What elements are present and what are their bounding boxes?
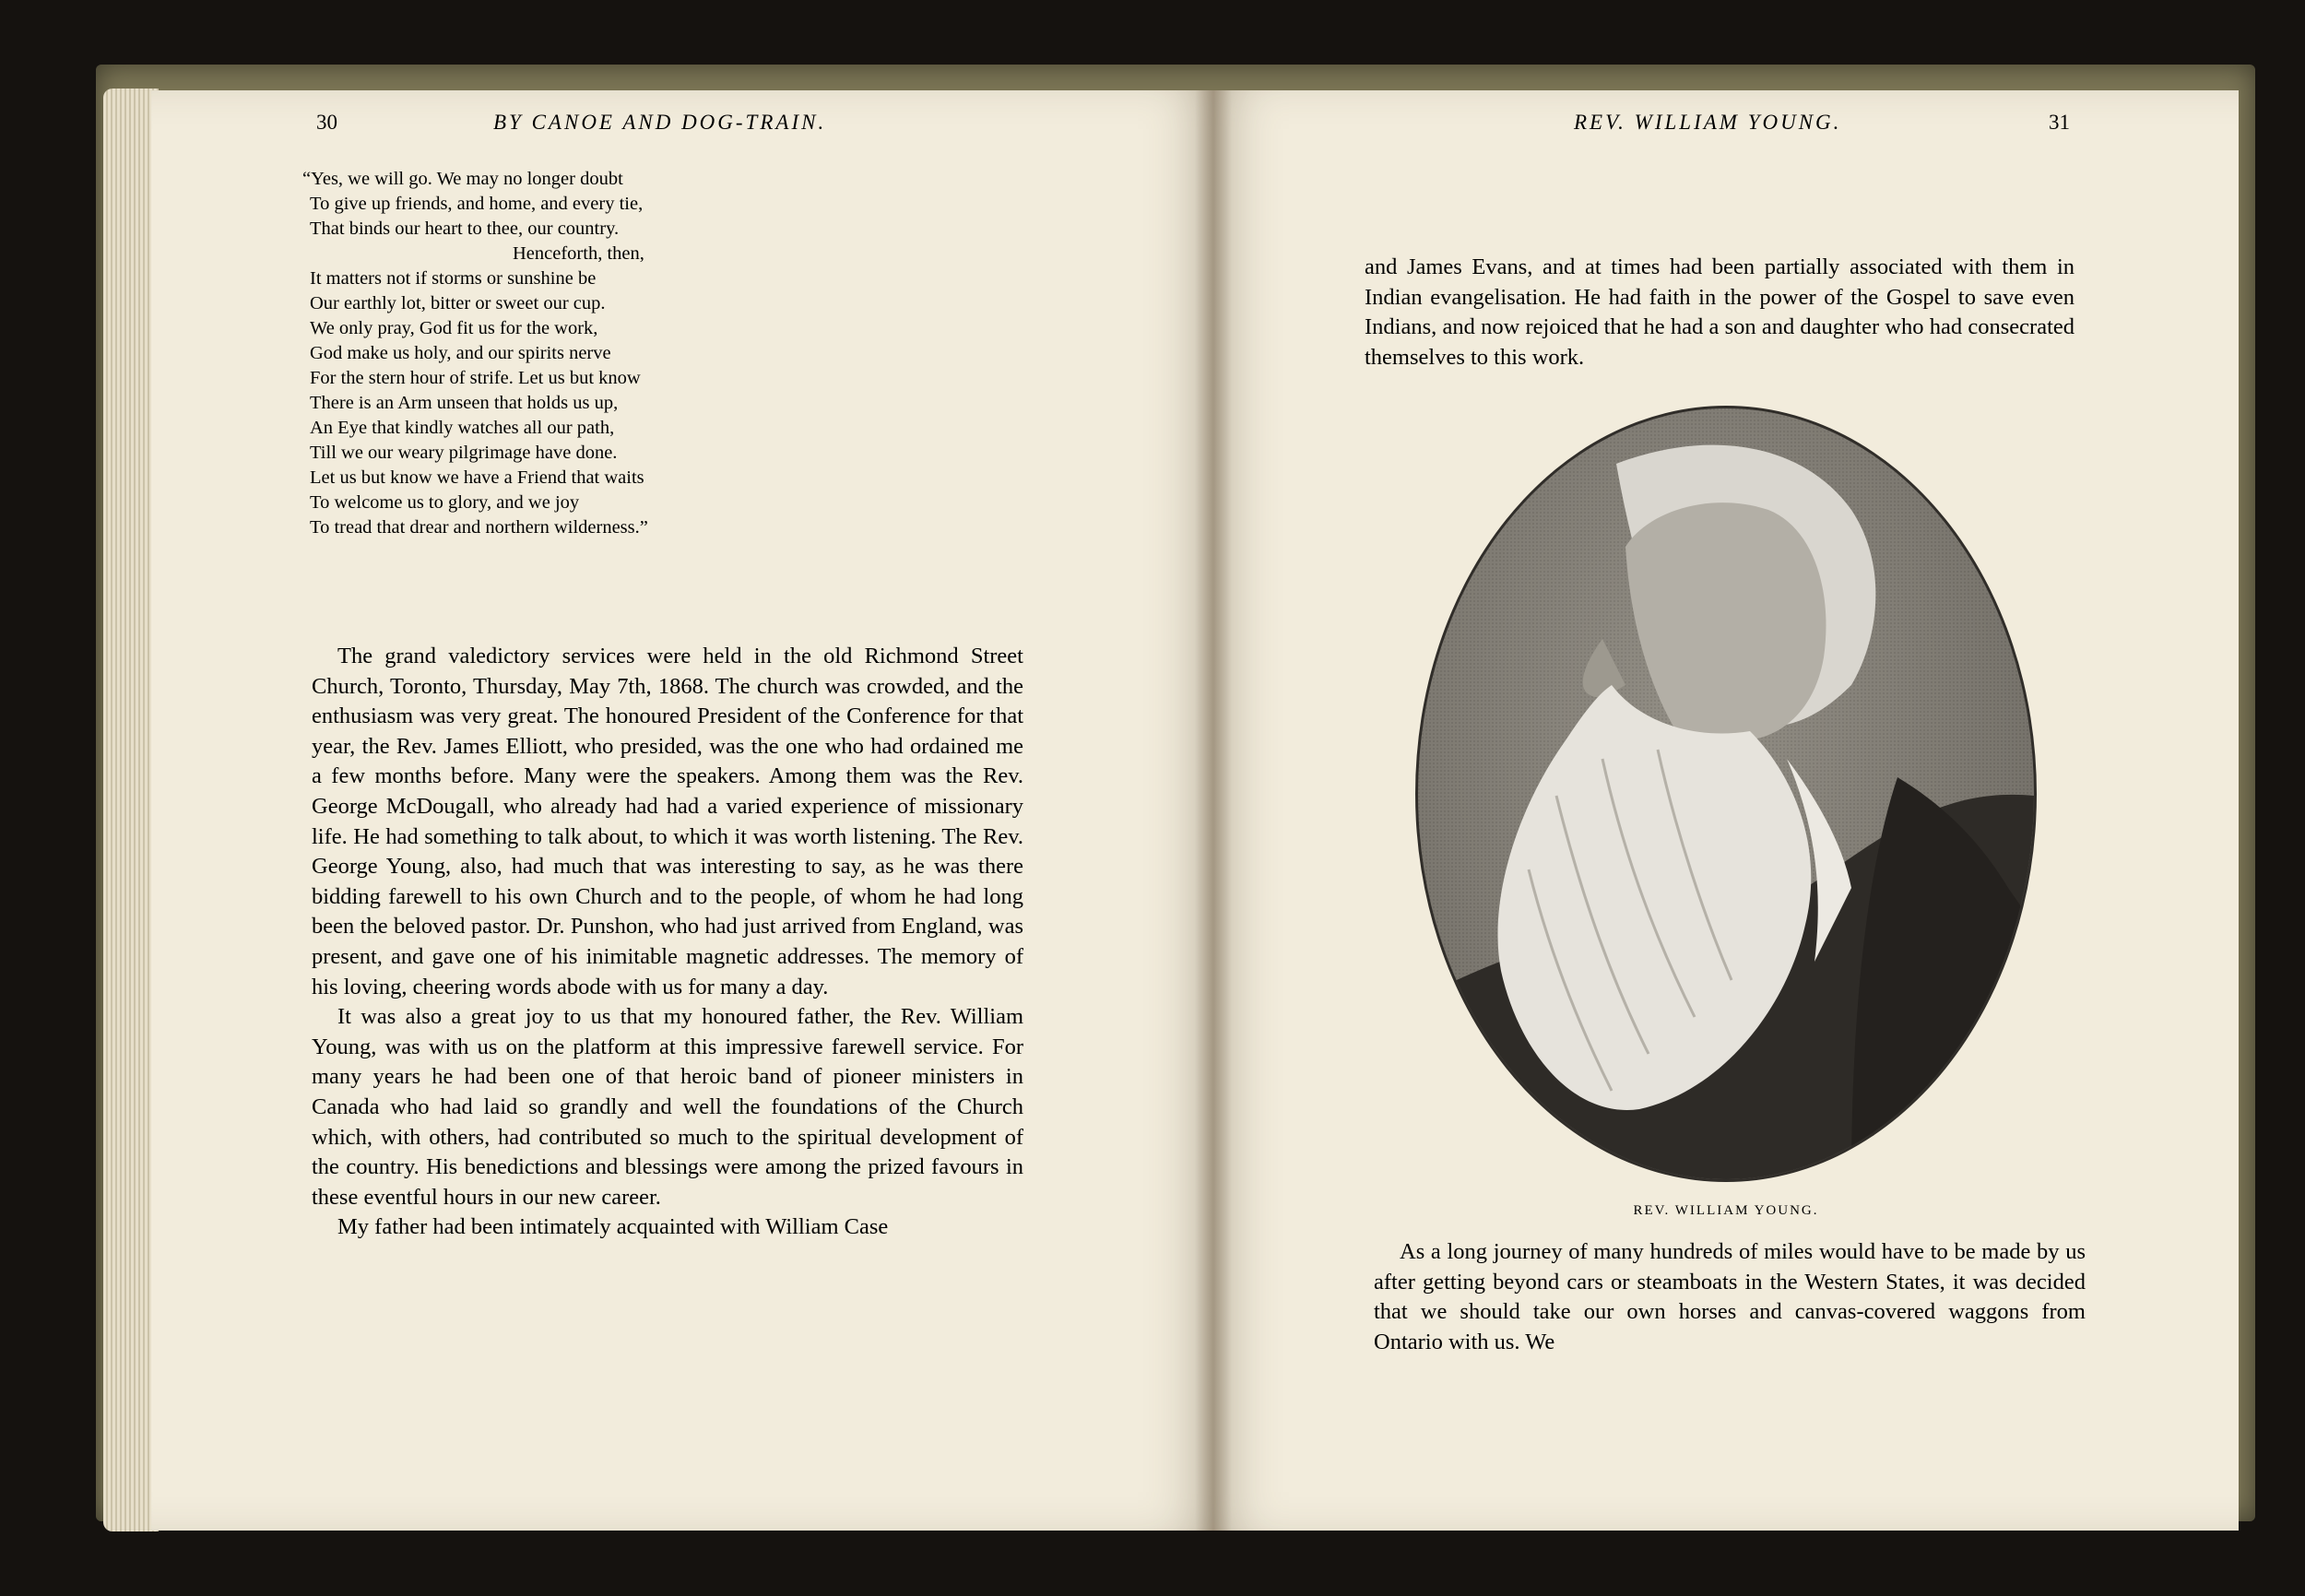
portrait-caption: REV. WILLIAM YOUNG. <box>1633 1203 1819 1218</box>
poem-line: We only pray, God fit us for the work, <box>310 318 598 338</box>
poem-line: There is an Arm unseen that holds us up, <box>310 393 619 413</box>
poem-line: Our earthly lot, bitter or sweet our cup. <box>310 293 606 313</box>
poem-line: God make us holy, and our spirits nerve <box>310 343 611 363</box>
poem-line: Till we our weary pilgrimage have done. <box>310 443 618 463</box>
poem-line: An Eye that kindly watches all our path, <box>310 418 615 438</box>
left-running-head: BY CANOE AND DOG-TRAIN. <box>493 111 827 134</box>
right-top-text <box>1365 253 2074 372</box>
poem-line: It matters not if storms or sunshine be <box>310 268 597 289</box>
poem-line: Henceforth, then, <box>513 243 644 264</box>
portrait-image <box>1415 406 2037 1182</box>
poem-line: To welcome us to glory, and we joy <box>310 492 580 513</box>
paragraph: and James Evans, and at times had been partially associated with them in Indian evangelisation. He had faith in the power of the Gospel to save even Indians, and now rejoiced that he had a son and daughter who had consecrated themselves to this work. <box>1365 254 2074 370</box>
book-gutter <box>1195 90 1232 1531</box>
left-page-number: 30 <box>316 111 337 134</box>
portrait-engraving <box>1418 408 2034 1179</box>
paragraph: My father had been intimately acquainted with William Case <box>337 1214 889 1240</box>
right-running-head: REV. WILLIAM YOUNG. <box>1574 111 1842 134</box>
poem-line: For the stern hour of strife. Let us but know <box>310 368 641 388</box>
left-body-text <box>312 642 1023 1243</box>
poem-line: That binds our heart to thee, our country. <box>310 219 620 239</box>
poem-line: “Yes, we will go. We may no longer doubt <box>302 169 623 189</box>
right-bottom-text <box>1374 1237 2086 1357</box>
page-edges <box>103 89 159 1531</box>
paragraph: It was also a great joy to us that my honoured father, the Rev. William Young, was with us on the platform at this impressive farewell service. For many years he had been one of that heroic band of pioneer ministers in Canada who had laid so grandly and well the foundations of the Church which, with others, had contributed so much to the spiritual development of the country. His benedictions and blessings were among the prized favours in these eventful hours in our new career. <box>312 1004 1023 1210</box>
poem-line: To give up friends, and home, and every tie, <box>310 194 644 214</box>
poem-line: Let us but know we have a Friend that waits <box>310 467 644 488</box>
poem <box>302 167 955 540</box>
paragraph: As a long journey of many hundreds of miles would have to be made by us after getting beyond cars or steamboats in the Western States, it was decided that we should take our own horses and canvas-covered waggons from Ontario with us. We <box>1374 1239 2086 1354</box>
paragraph: The grand valedictory services were held in the old Richmond Street Church, Toronto, Thursday, May 7th, 1868. The church was crowded, and the enthusiasm was very great. The honoured President of the Conference for that year, the Rev. James Elliott, who presided, was the one who had ordained me a few months before. Many were the speakers. Among them was the Rev. George McDougall, who already had had a varied experience of missionary life. He had something to talk about, to which it was worth listening. The Rev. George Young, also, had much that was interesting to say, as he was there bidding farewell to his own Church and to the people, of whom he had long been the beloved pastor. Dr. Punshon, who had just arrived from England, was present, and gave one of his inimitable magnetic addresses. The memory of his loving, cheering words abode with us for many a day. <box>312 644 1023 999</box>
right-page-number: 31 <box>2049 111 2070 134</box>
poem-line: To tread that drear and northern wilderness.” <box>310 517 648 538</box>
